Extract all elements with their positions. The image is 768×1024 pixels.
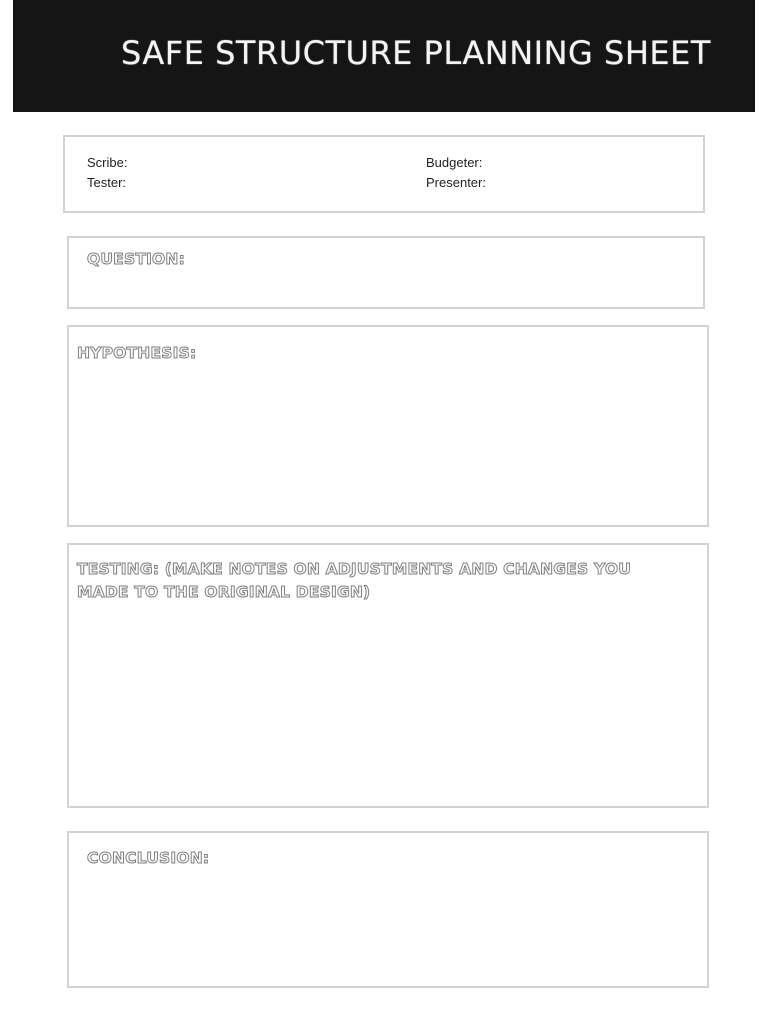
- conclusion-heading: CONCLUSION:: [87, 849, 210, 867]
- page-title: SAFE STRUCTURE PLANNING SHEET: [121, 34, 711, 72]
- question-heading: QUESTION:: [87, 250, 186, 268]
- hypothesis-heading: HYPOTHESIS:: [77, 344, 197, 362]
- header-banner: [13, 0, 755, 112]
- role-scribe-label: Scribe:: [87, 155, 128, 170]
- conclusion-box[interactable]: [67, 831, 709, 988]
- role-presenter-label: Presenter:: [426, 175, 486, 190]
- role-tester-label: Tester:: [87, 175, 127, 190]
- roles-box: [63, 135, 705, 213]
- role-budgeter-label: Budgeter:: [426, 155, 483, 170]
- testing-heading: TESTING: (MAKE NOTES ON ADJUSTMENTS AND CHANGES YOU MADE TO THE ORIGINAL DESIGN): [77, 560, 631, 601]
- question-box[interactable]: [67, 236, 705, 309]
- testing-box[interactable]: [67, 543, 709, 808]
- hypothesis-box[interactable]: [67, 325, 709, 527]
